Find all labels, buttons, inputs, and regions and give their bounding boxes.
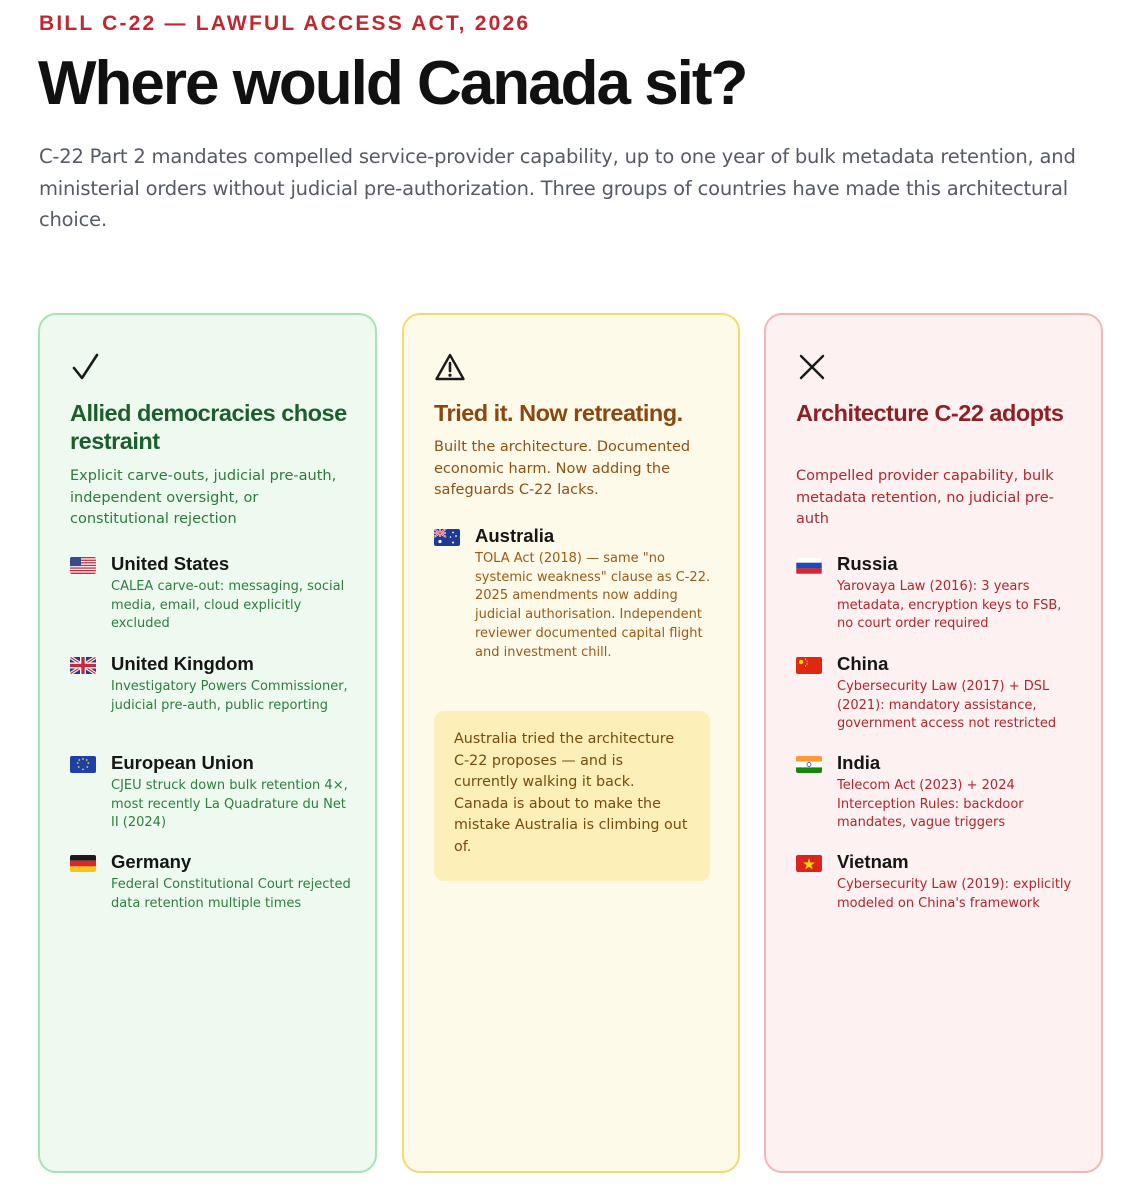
country-detail: Telecom Act (2023) + 2024 Interception Rules: backdoor mandates, vague triggers — [837, 778, 1024, 831]
country-name: Vietnam — [837, 851, 909, 872]
card-description: Compelled provider capability, bulk metadata retention, no judicial pre-auth — [796, 468, 1054, 527]
country-name: United States — [111, 553, 230, 574]
card-title: Architecture C-22 adopts — [796, 400, 1064, 426]
card-title: Allied democracies chose restraint — [70, 400, 347, 454]
warning-icon — [434, 351, 466, 383]
country-name: European Union — [111, 752, 254, 773]
china-flag-icon — [796, 657, 822, 674]
us-flag-icon — [70, 557, 96, 574]
check-icon — [70, 351, 102, 383]
country-detail: Cybersecurity Law (2019): explicitly modeled on China's framework — [837, 877, 1072, 911]
intro-paragraph: C-22 Part 2 mandates compelled service-provider capability, up to one year of bulk metadata retention, and ministerial orders without judicial pre-authorization. Three groups of countries have made this architectural choice. — [39, 145, 1076, 231]
country-name: India — [837, 752, 881, 773]
card-architecture-adopts — [764, 313, 1103, 1173]
card-description: Built the architecture. Documented economic harm. Now adding the safeguards C-22 lacks. — [434, 439, 691, 498]
x-icon — [796, 351, 828, 383]
country-name: China — [837, 653, 889, 674]
russia-flag-icon — [796, 557, 822, 574]
australia-callout — [434, 711, 710, 881]
eu-flag-icon — [70, 756, 96, 773]
country-name: Germany — [111, 851, 192, 872]
country-detail: Cybersecurity Law (2017) + DSL (2021): mandatory assistance, government access not restricted — [837, 679, 1057, 732]
country-detail: TOLA Act (2018) — same "no systemic weakness" clause as C-22. 2025 amendments now adding judicial authorisation. Independent reviewer documented capital flight and investment chill. — [475, 551, 711, 660]
eyebrow: BILL C-22 — LAWFUL ACCESS ACT, 2026 — [39, 12, 531, 35]
country-detail: Investigatory Powers Commissioner, judicial pre-auth, public reporting — [111, 679, 348, 713]
card-tried-it — [402, 313, 740, 1173]
card-allied-democracies — [38, 313, 377, 1173]
country-detail: CJEU struck down bulk retention 4×, most recently La Quadrature du Net II (2024) — [111, 778, 348, 831]
country-name: Australia — [475, 525, 555, 546]
card-title: Tried it. Now retreating. — [434, 400, 683, 426]
vietnam-flag-icon — [796, 855, 822, 872]
uk-flag-icon — [70, 657, 96, 674]
card-description: Explicit carve-outs, judicial pre-auth, independent oversight, or constitutional rejection — [70, 468, 337, 527]
page-title: Where would Canada sit? — [38, 49, 747, 118]
country-detail: Federal Constitutional Court rejected data retention multiple times — [111, 877, 351, 911]
country-detail: Yarovaya Law (2016): 3 years metadata, encryption keys to FSB, no court order required — [837, 579, 1062, 632]
callout-text: Australia tried the architecture C-22 proposes — and is currently walking it back. Canada is about to make the mistake Australia is climbing out of. — [454, 731, 688, 855]
country-detail: CALEA carve-out: messaging, social media, email, cloud explicitly excluded — [111, 579, 345, 632]
australia-flag-icon — [434, 529, 460, 546]
country-name: Russia — [837, 553, 898, 574]
germany-flag-icon — [70, 855, 96, 872]
india-flag-icon — [796, 756, 822, 773]
country-name: United Kingdom — [111, 653, 254, 674]
